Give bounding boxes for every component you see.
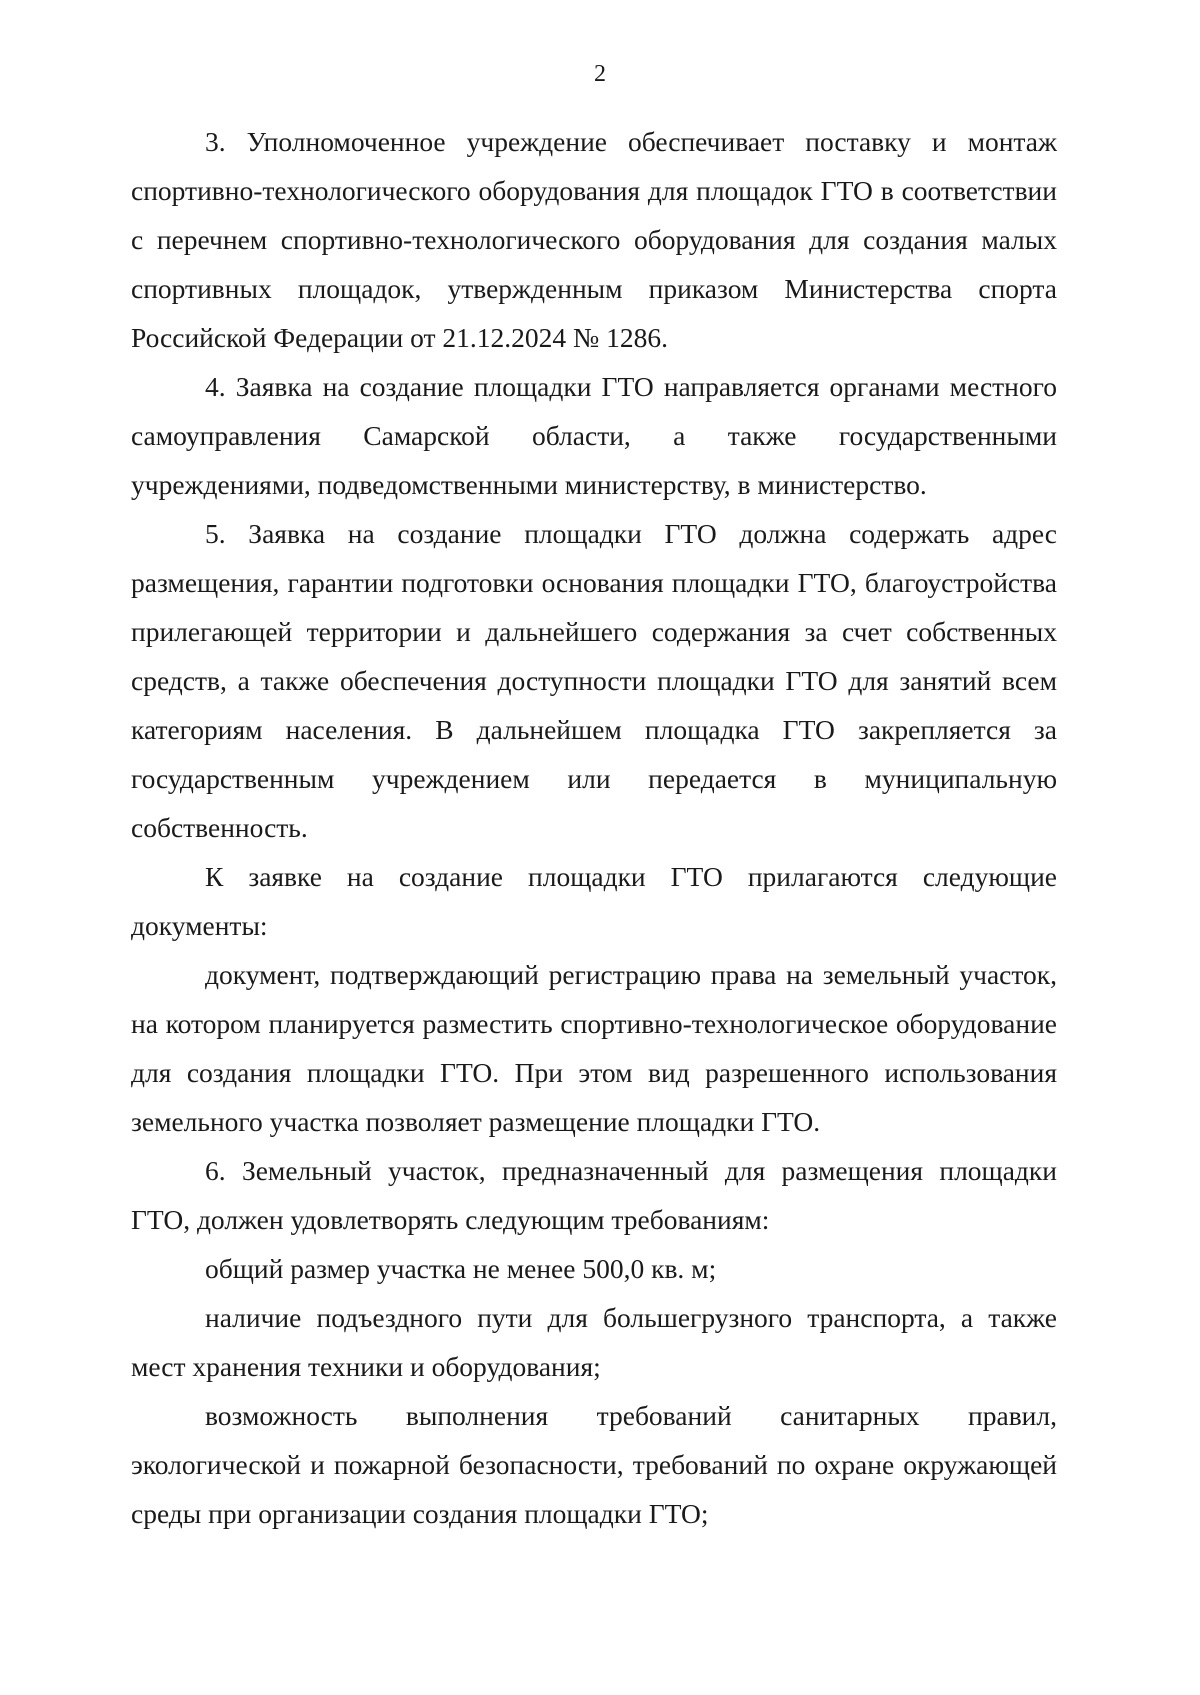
paragraph-attachments-intro: К заявке на создание площадки ГТО прилагаются следующие документы: xyxy=(131,861,1057,941)
page-number: 2 xyxy=(594,61,606,87)
paragraph-attachment-document: документ, подтверждающий регистрацию права на земельный участок, на котором планируется разместить спортивно-технологическое оборудование для создания площадки ГТО. При этом вид разрешенного использования земельного участка позволяет размещение площадки ГТО. xyxy=(131,959,1057,1137)
paragraph-6: 6. Земельный участок, предназначенный для размещения площадки ГТО, должен удовлетворять следующим требованиям: xyxy=(131,1155,1057,1235)
paragraph-4: 4. Заявка на создание площадки ГТО направляется органами местного самоуправления Самарской области, а также государственными учреждениями, подведомственными министерству, в министерство. xyxy=(131,371,1057,500)
document-body xyxy=(131,117,1057,1538)
requirement-safety: возможность выполнения требований санитарных правил, экологической и пожарной безопасности, требований по охране окружающей среды при организации создания площадки ГТО; xyxy=(131,1400,1057,1529)
requirement-access-road: наличие подъездного пути для большегрузного транспорта, а также мест хранения техники и оборудования; xyxy=(131,1302,1057,1382)
paragraph-3: 3. Уполномоченное учреждение обеспечивает поставку и монтаж спортивно-технологического оборудования для площадок ГТО в соответствии с перечнем спортивно-технологического оборудования для создания малых спортивных площадок, утвержденным приказом Министерства спорта Российской Федерации от 21.12.2024 № 1286. xyxy=(131,126,1057,353)
requirement-area: общий размер участка не менее 500,0 кв. м; xyxy=(205,1253,717,1284)
paragraph-5: 5. Заявка на создание площадки ГТО должна содержать адрес размещения, гарантии подготовки основания площадки ГТО, благоустройства прилегающей территории и дальнейшего содержания за счет собственных средств, а также обеспечения доступности площадки ГТО для занятий всем категориям населения. В дальнейшем площадка ГТО закрепляется за государственным учреждением или передается в муниципальную собственность. xyxy=(131,518,1057,843)
